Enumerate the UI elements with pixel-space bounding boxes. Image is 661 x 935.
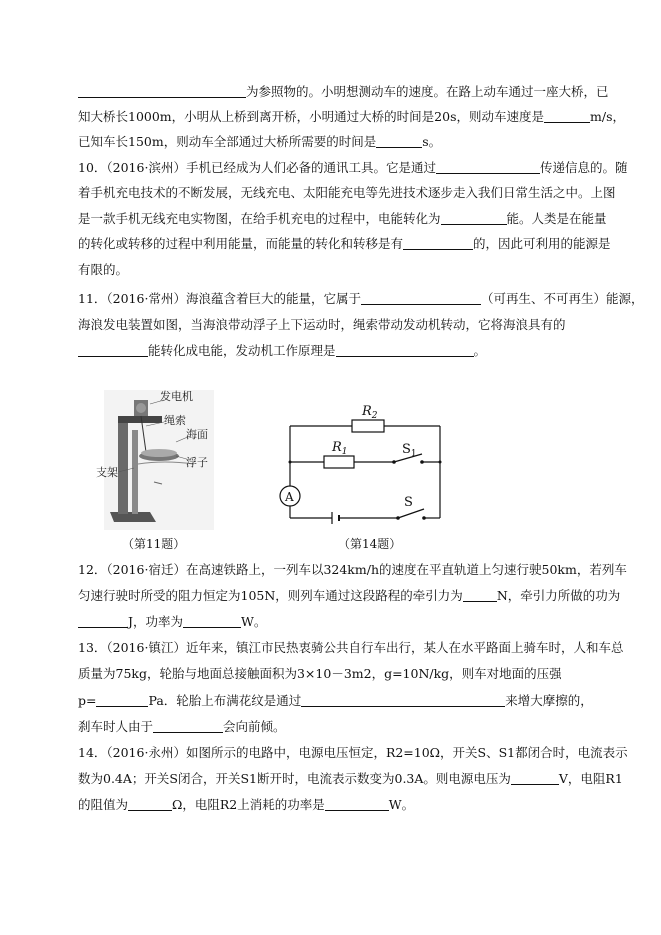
answer-blank[interactable] bbox=[325, 797, 389, 811]
figure-14-circuit bbox=[272, 398, 450, 528]
text-line bbox=[78, 588, 620, 604]
text-segment: 能转化成电能，发动机工作原理是 bbox=[148, 343, 336, 358]
text-segment: 传递信息的。随 bbox=[539, 160, 628, 175]
text-line bbox=[78, 745, 628, 761]
text-line bbox=[78, 262, 128, 278]
answer-blank[interactable] bbox=[128, 797, 172, 811]
answer-blank[interactable] bbox=[153, 719, 223, 733]
text-segment: （可再生、不可再生）能源， bbox=[480, 291, 644, 306]
text-line bbox=[78, 134, 441, 150]
answer-blank[interactable] bbox=[301, 693, 505, 707]
text-segment: 能。人类是在能量 bbox=[506, 211, 607, 226]
text-line bbox=[78, 614, 266, 630]
label-ammeter: A bbox=[285, 490, 294, 504]
label-sea: 海面 bbox=[186, 428, 208, 441]
answer-blank[interactable] bbox=[403, 236, 473, 250]
label-generator: 发电机 bbox=[160, 390, 193, 403]
label-float: 浮子 bbox=[186, 456, 208, 469]
text-line bbox=[78, 84, 609, 100]
answer-blank[interactable] bbox=[436, 160, 540, 174]
text-line bbox=[78, 771, 623, 787]
text-segment: 。 bbox=[473, 343, 487, 358]
answer-blank[interactable] bbox=[511, 771, 559, 785]
text-segment: 匀速行驶时所受的阻力恒定为105N，则列车通过这段路程的牵引力为 bbox=[78, 588, 463, 603]
text-segment: V，电阻R1 bbox=[558, 771, 623, 786]
text-segment: 的阻值为 bbox=[78, 797, 129, 812]
text-line bbox=[78, 693, 593, 709]
label-r2: $R_2$ bbox=[362, 404, 378, 421]
text-segment: p= bbox=[78, 693, 97, 708]
text-segment: 有限的。 bbox=[78, 262, 129, 277]
text-segment: 数为0.4A；开关S闭合，开关S1断开时，电流表示数变为0.3A。则电源电压为 bbox=[78, 771, 511, 786]
text-segment: 知大桥长1000m，小明从上桥到离开桥，小明通过大桥的时间是20s，则动车速度是 bbox=[78, 109, 544, 124]
text-segment: 会向前倾。 bbox=[223, 719, 286, 734]
figure-14-caption: （第14题） bbox=[338, 537, 402, 551]
text-segment: W。 bbox=[241, 614, 267, 629]
answer-blank[interactable] bbox=[96, 693, 148, 707]
label-support: 支架 bbox=[96, 466, 118, 479]
label-rope: 绳索 bbox=[164, 414, 186, 427]
text-segment: 为参照物的。小明想测动车的速度。在路上动车通过一座大桥，已 bbox=[246, 84, 609, 99]
text-segment: 刹车时人由于 bbox=[78, 719, 154, 734]
text-segment: 的，因此可利用的能源是 bbox=[473, 236, 611, 251]
answer-blank[interactable] bbox=[336, 343, 474, 357]
answer-blank[interactable] bbox=[544, 109, 590, 123]
label-s1: $S_1$ bbox=[402, 442, 417, 459]
answer-blank[interactable] bbox=[361, 291, 481, 305]
answer-blank[interactable] bbox=[463, 588, 497, 602]
text-line bbox=[78, 211, 607, 227]
wave-generator-illustration bbox=[96, 390, 214, 530]
text-segment: Pa．轮胎上布满花纹是通过 bbox=[148, 693, 302, 708]
text-line bbox=[78, 185, 616, 201]
text-line bbox=[78, 291, 643, 307]
answer-blank[interactable] bbox=[78, 84, 246, 98]
text-segment: 10．（2016·滨州）手机已经成为人们必备的通讯工具。它是通过 bbox=[78, 160, 436, 175]
text-segment: 已知车长150m，则动车全部通过大桥所需要的时间是 bbox=[78, 134, 377, 149]
text-line bbox=[78, 160, 627, 176]
answer-blank[interactable] bbox=[183, 614, 241, 628]
text-segment: 质量为75kg，轮胎与地面总接触面积为3×10－3m2，g=10N/kg，则车对地面的压强 bbox=[78, 666, 562, 681]
text-line bbox=[78, 666, 562, 682]
label-s: S bbox=[404, 495, 413, 510]
text-segment: s。 bbox=[422, 134, 442, 149]
text-segment: 12．（2016·宿迁）在高速铁路上，一列车以324km/h的速度在平直轨道上匀速行驶50km，若列车 bbox=[78, 562, 627, 577]
text-segment: 11．（2016·常州）海浪蕴含着巨大的能量，它属于 bbox=[78, 291, 361, 306]
answer-blank[interactable] bbox=[78, 343, 148, 357]
circuit-diagram bbox=[272, 398, 450, 528]
text-line bbox=[78, 640, 623, 656]
figure-11-caption: （第11题） bbox=[122, 537, 186, 551]
text-segment: W。 bbox=[388, 797, 415, 812]
text-segment: 海浪发电装置如图，当海浪带动浮子上下运动时，绳索带动发动机转动，它将海浪具有的 bbox=[78, 317, 566, 332]
text-segment: Ω，电阻R2上消耗的功率是 bbox=[172, 797, 325, 812]
answer-blank[interactable] bbox=[441, 211, 507, 225]
text-segment: 是一款手机无线充电实物图，在给手机充电的过程中，电能转化为 bbox=[78, 211, 441, 226]
answer-blank[interactable] bbox=[376, 134, 422, 148]
text-segment: m/s， bbox=[590, 109, 625, 124]
text-line bbox=[78, 317, 566, 333]
text-segment: 着手机充电技术的不断发展，无线充电、太阳能充电等先进技术逐步走入我们日常生活之中。上图 bbox=[78, 185, 616, 200]
text-segment: 13．（2016·镇江）近年来，镇江市民热衷骑公共自行车出行，某人在水平路面上骑车时，人和车总 bbox=[78, 640, 624, 655]
text-segment: N，牵引力所做的功为 bbox=[496, 588, 621, 603]
text-line bbox=[78, 562, 627, 578]
text-line bbox=[78, 343, 486, 359]
text-line bbox=[78, 797, 414, 813]
text-line bbox=[78, 236, 611, 252]
text-line bbox=[78, 719, 286, 735]
text-segment: J，功率为 bbox=[128, 614, 184, 629]
label-r1: $R_1$ bbox=[332, 440, 348, 457]
figure-11-wave-generator bbox=[96, 390, 214, 530]
answer-blank[interactable] bbox=[78, 614, 128, 628]
text-segment: 的转化或转移的过程中利用能量，而能量的转化和转移是有 bbox=[78, 236, 404, 251]
text-line bbox=[78, 109, 625, 125]
text-segment: 14．（2016·永州）如图所示的电路中，电源电压恒定，R2=10Ω，开关S、S1都闭合时，电流表示 bbox=[78, 745, 628, 760]
text-segment: 来增大摩擦的， bbox=[505, 693, 593, 708]
